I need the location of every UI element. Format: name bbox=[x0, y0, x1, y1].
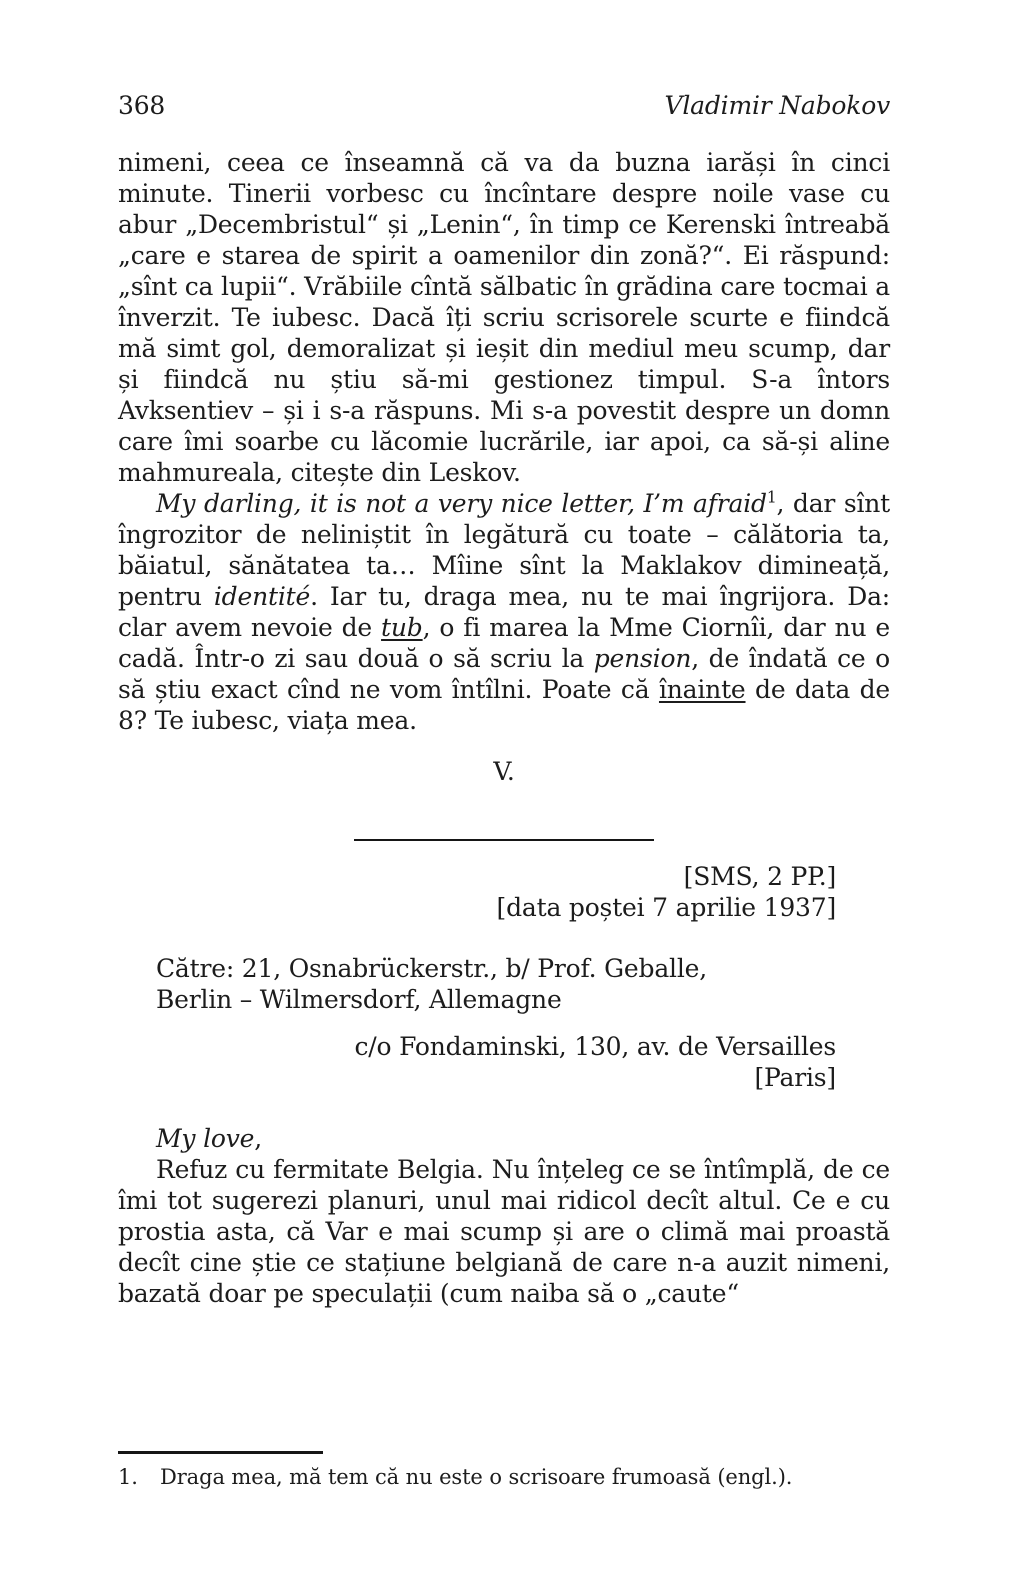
running-header bbox=[118, 90, 890, 121]
letter-v-paragraph-1: Refuz cu fermitate Belgia. Nu înțeleg ce se întîmplă, de ce îmi tot sugerezi planuri, unul mai ridicol decît altul. Ce e cu prostia asta, că Var e mai scump și are o climă mai proastă decît cine știe ce stațiune belgiană de care n-a auzit nimeni, bazată doar pe speculații (cum naiba să o „caute“ bbox=[118, 1155, 890, 1308]
address-to-line-2: Berlin – Wilmersdorf, Allemagne bbox=[156, 985, 562, 1014]
address-care-of-line: c/o Fondaminski, 130, av. de Versailles bbox=[354, 1032, 836, 1061]
meta-line-postmark-date: [data poștei 7 aprilie 1937] bbox=[496, 893, 836, 922]
footnote-rule bbox=[118, 1451, 323, 1454]
meta-line-format: [SMS, 2 PP.] bbox=[683, 862, 836, 891]
letter-number-heading: V. bbox=[493, 757, 515, 786]
footnote-reference: 1 bbox=[766, 488, 777, 507]
footnote-text: Draga mea, mă tem că nu este o scrisoare frumoasă (engl.). bbox=[160, 1465, 793, 1489]
footnote-line bbox=[118, 1463, 890, 1491]
address-care-of-city: [Paris] bbox=[754, 1063, 836, 1092]
letter-iv-paragraph-1: nimeni, ceea ce înseamnă că va da buzna iarăși în cinci minute. Tinerii vorbesc cu încîntare despre noile vase cu abur „Decembristul“ și „Lenin“, în timp ce Kerenski întreabă „care e starea de spirit a oamenilor din zonă?“. Ei răspund: „sînt ca lupii“. Vrăbiile cîntă sălbatic în grădina care tocmai a înverzit. Te iubesc. Dacă îți scriu scrisorele scurte e fiindcă mă simt gol, demoralizat și ieșit din mediul meu scump, dar și fiindcă nu știu să-mi gestionez timpul. S-a întors Avksentiev – și i s-a răspuns. Mi s-a povestit despre un domn care îmi soarbe cu lăcomie lucrările, iar apoi, ca să-și aline mahmureala, citește din Leskov. bbox=[118, 148, 890, 487]
footnote-block bbox=[118, 1441, 890, 1491]
letter-v-meta-block bbox=[118, 861, 890, 923]
address-to-line-1: Către: 21, Osnabrückerstr., b/ Prof. Geballe, bbox=[156, 954, 707, 983]
address-to-block bbox=[118, 953, 890, 1015]
footnote-marker: 1. bbox=[118, 1465, 138, 1489]
page-number: 368 bbox=[118, 91, 166, 120]
address-care-of-block bbox=[118, 1031, 890, 1093]
salutation: My love, bbox=[156, 1124, 262, 1153]
running-head-author: Vladimir Nabokov bbox=[664, 91, 890, 120]
letter-divider-rule bbox=[354, 839, 654, 841]
letter-iv-paragraph-2: My darling, it is not a very nice letter, I’m afraid$^1$, dar sînt îngrozitor de neliniștit în legătură cu toate – călătoria ta, băiatul, sănătatea ta… Mîine sînt la Maklakov dimineață, pentru identité. Iar tu, draga mea, nu te mai îngrijora. Da: clar avem nevoie de tub, o fi marea la Mme Ciornîi, dar nu e cadă. Într-o zi sau două o să scriu la pension, de îndată ce o să știu exact cînd ne vom întîlni. Poate că înainte de data de 8? Te iubesc, viața mea. bbox=[118, 488, 891, 735]
